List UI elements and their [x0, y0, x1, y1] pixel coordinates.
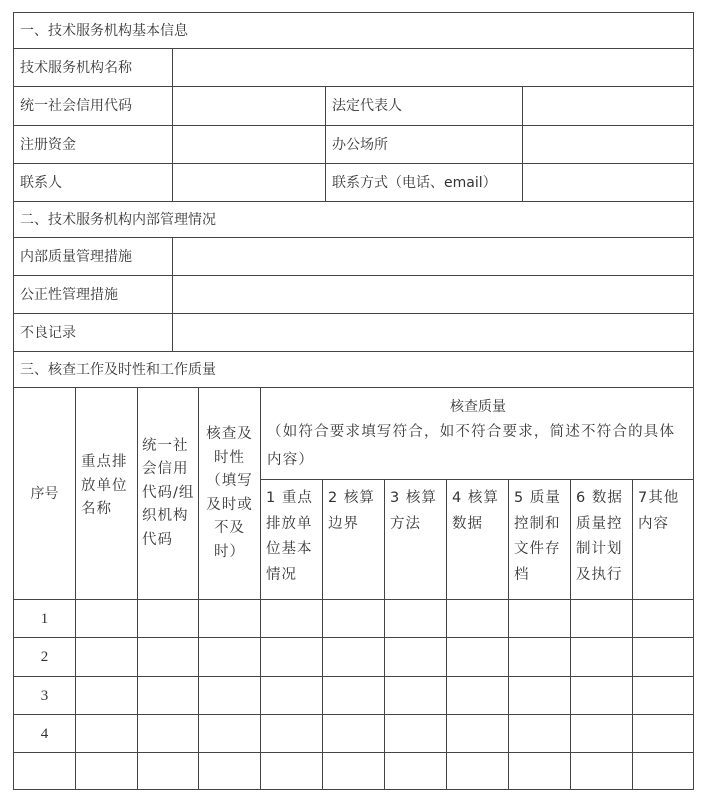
contact-method-label: 联系方式（电话、email）: [326, 164, 523, 202]
header-credit-code: [138, 388, 199, 600]
data-cell[interactable]: [385, 753, 447, 790]
row-seq-number: 2: [14, 638, 76, 677]
office-label: 办公场所: [326, 126, 523, 164]
subheader-5: 5 质量控制和文件存档: [509, 480, 571, 600]
subheader-7: 7其他内容: [633, 480, 693, 600]
row-seq-number: [14, 753, 76, 790]
header-credit-code-text: 统一社会信用代码/组织机构代码: [142, 437, 195, 548]
section2-title: 二、技术服务机构内部管理情况: [14, 202, 693, 238]
capital-field[interactable]: [173, 126, 326, 164]
data-cell[interactable]: [571, 638, 633, 677]
data-cell[interactable]: [261, 638, 323, 677]
section1-title: 一、技术服务机构基本信息: [14, 13, 693, 49]
fairness-measures-label: 公正性管理措施: [14, 276, 173, 314]
data-cell[interactable]: [138, 677, 199, 715]
data-cell[interactable]: [571, 753, 633, 790]
capital-label: 注册资金: [14, 126, 173, 164]
org-name-label: 技术服务机构名称: [14, 49, 173, 87]
data-cell[interactable]: [138, 638, 199, 677]
header-timeliness-text: 核查及时性（填写及时或不及时）: [206, 426, 253, 560]
data-cell[interactable]: [138, 753, 199, 790]
data-cell[interactable]: [571, 715, 633, 753]
header-quality: [261, 388, 693, 480]
header-timeliness: [199, 388, 261, 600]
contact-method-field[interactable]: [523, 164, 693, 202]
data-cell[interactable]: [261, 677, 323, 715]
org-name-field[interactable]: [173, 49, 693, 87]
subheader-4: 4 核算数据: [447, 480, 509, 600]
data-cell[interactable]: [633, 638, 693, 677]
legal-rep-field[interactable]: [523, 87, 693, 126]
data-cell[interactable]: [199, 600, 261, 638]
row-seq-number: 4: [14, 715, 76, 753]
row-seq-number: 1: [14, 600, 76, 638]
header-quality-title: 核查质量: [450, 399, 506, 415]
data-cell[interactable]: [76, 753, 138, 790]
data-cell[interactable]: [199, 677, 261, 715]
data-cell[interactable]: [447, 600, 509, 638]
data-cell[interactable]: [509, 677, 571, 715]
data-cell[interactable]: [138, 600, 199, 638]
data-cell[interactable]: [447, 753, 509, 790]
header-seq-text: 序号: [30, 485, 59, 502]
data-cell[interactable]: [633, 753, 693, 790]
header-unit-name: [76, 388, 138, 600]
data-cell[interactable]: [76, 677, 138, 715]
bad-record-label: 不良记录: [14, 314, 173, 352]
data-cell[interactable]: [447, 715, 509, 753]
subheader-6: 6 数据质量控制计划及执行: [571, 480, 633, 600]
data-cell[interactable]: [571, 600, 633, 638]
header-quality-note: （如符合要求填写符合，如不符合要求，简述不符合的具体内容）: [267, 424, 676, 468]
data-cell[interactable]: [138, 715, 199, 753]
data-cell[interactable]: [633, 715, 693, 753]
data-cell[interactable]: [447, 638, 509, 677]
data-cell[interactable]: [509, 638, 571, 677]
data-cell[interactable]: [323, 677, 385, 715]
data-cell[interactable]: [261, 753, 323, 790]
data-cell[interactable]: [76, 638, 138, 677]
data-cell[interactable]: [509, 715, 571, 753]
quality-measures-label: 内部质量管理措施: [14, 238, 173, 276]
data-cell[interactable]: [261, 715, 323, 753]
data-cell[interactable]: [199, 638, 261, 677]
credit-code-field[interactable]: [173, 87, 326, 126]
header-seq: [14, 388, 76, 600]
header-unit-name-text: 重点排放单位名称: [81, 454, 128, 518]
section3-title: 三、核查工作及时性和工作质量: [14, 352, 693, 388]
subheader-3: 3 核算方法: [385, 480, 447, 600]
data-cell[interactable]: [385, 715, 447, 753]
info-form-table: [13, 12, 694, 790]
data-cell[interactable]: [385, 600, 447, 638]
data-cell[interactable]: [199, 753, 261, 790]
subheader-2: 2 核算边界: [323, 480, 385, 600]
data-cell[interactable]: [633, 600, 693, 638]
legal-rep-label: 法定代表人: [326, 87, 523, 126]
data-cell[interactable]: [323, 753, 385, 790]
contact-label: 联系人: [14, 164, 173, 202]
data-cell[interactable]: [323, 600, 385, 638]
data-cell[interactable]: [509, 753, 571, 790]
data-cell[interactable]: [633, 677, 693, 715]
contact-field[interactable]: [173, 164, 326, 202]
data-cell[interactable]: [323, 638, 385, 677]
data-cell[interactable]: [385, 677, 447, 715]
office-field[interactable]: [523, 126, 693, 164]
credit-code-label: 统一社会信用代码: [14, 87, 173, 126]
quality-measures-field[interactable]: [173, 238, 693, 276]
data-cell[interactable]: [571, 677, 633, 715]
data-cell[interactable]: [447, 677, 509, 715]
data-cell[interactable]: [76, 715, 138, 753]
row-seq-number: 3: [14, 677, 76, 715]
data-cell[interactable]: [323, 715, 385, 753]
subheader-1: 1 重点排放单位基本情况: [261, 480, 323, 600]
data-cell[interactable]: [199, 715, 261, 753]
data-cell[interactable]: [509, 600, 571, 638]
data-cell[interactable]: [385, 638, 447, 677]
data-cell[interactable]: [261, 600, 323, 638]
data-cell[interactable]: [76, 600, 138, 638]
fairness-measures-field[interactable]: [173, 276, 693, 314]
bad-record-field[interactable]: [173, 314, 693, 352]
